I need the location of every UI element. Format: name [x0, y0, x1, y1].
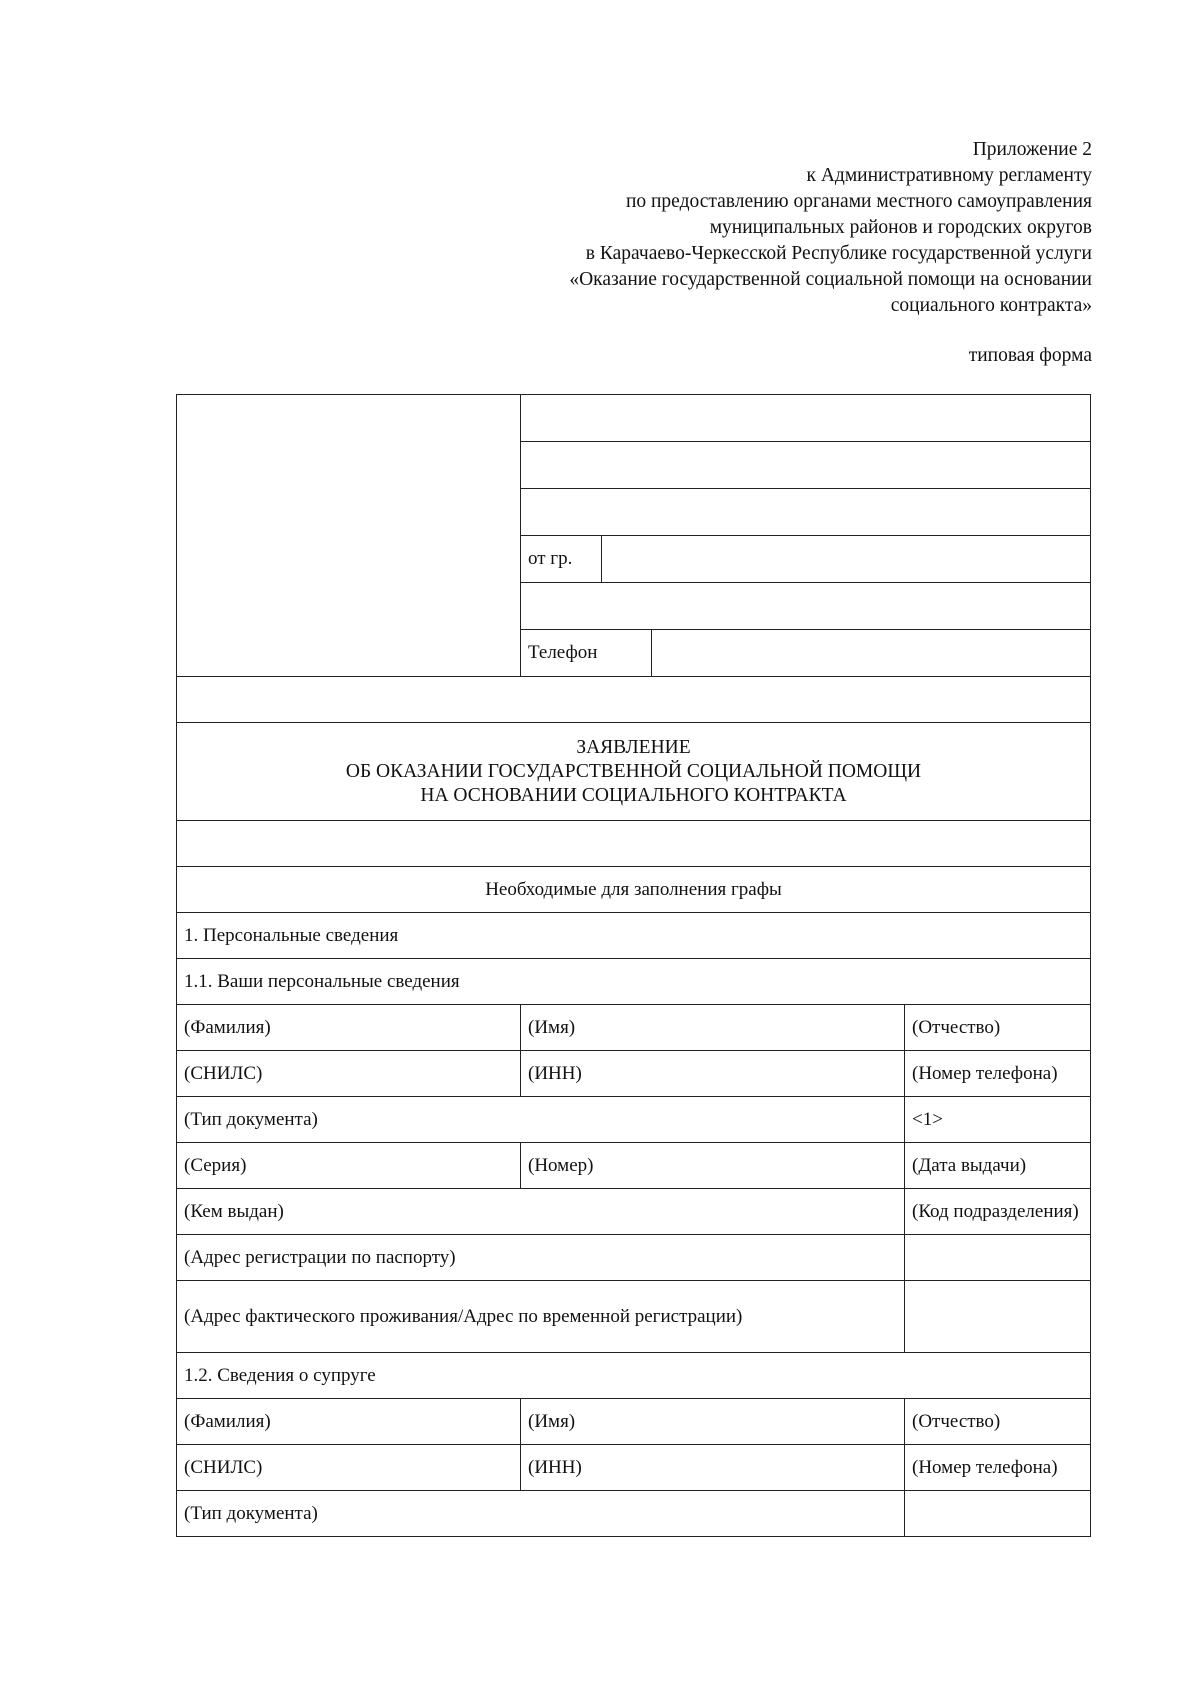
header-line: по предоставлению органами местного самоуправления: [625, 191, 1092, 212]
spouse-inn-field[interactable]: (ИНН): [521, 1445, 905, 1491]
header-line: Приложение 2: [972, 139, 1092, 160]
document-type-field[interactable]: (Тип документа): [177, 1097, 905, 1143]
header-line: в Карачаево-Черкесской Республике государственной услуги: [585, 243, 1092, 264]
document-header: [569, 137, 1092, 319]
surname-field[interactable]: (Фамилия): [177, 1005, 521, 1051]
header-line: к Административному регламенту: [806, 165, 1092, 186]
name-field[interactable]: (Имя): [521, 1005, 905, 1051]
patronymic-field[interactable]: (Отчество): [905, 1005, 1091, 1051]
spouse-document-type-field[interactable]: (Тип документа): [177, 1491, 905, 1537]
addressee-line-field[interactable]: [521, 395, 1090, 442]
spouse-phone-field[interactable]: (Номер телефона): [905, 1445, 1091, 1491]
actual-address-value[interactable]: [905, 1281, 1091, 1353]
series-field[interactable]: (Серия): [177, 1143, 521, 1189]
title-line: ЗАЯВЛЕНИЕ: [576, 736, 691, 758]
phone-label: Телефон: [521, 630, 651, 677]
spouse-name-field[interactable]: (Имя): [521, 1399, 905, 1445]
required-fields-heading: Необходимые для заполнения графы: [177, 867, 1091, 913]
header-line: «Оказание государственной социальной помощи на основании: [569, 269, 1092, 290]
application-form: [176, 394, 1091, 1537]
from-citizen-label: от гр.: [521, 536, 601, 583]
blank-row: [177, 677, 1091, 723]
title-line: ОБ ОКАЗАНИИ ГОСУДАРСТВЕННОЙ СОЦИАЛЬНОЙ ПОМОЩИ: [345, 760, 922, 782]
number-field[interactable]: (Номер): [521, 1143, 905, 1189]
document-title: [177, 723, 1091, 821]
subsection-title: 1.1. Ваши персональные сведения: [177, 959, 1091, 1005]
issue-date-field[interactable]: (Дата выдачи): [905, 1143, 1091, 1189]
addressee-line-field[interactable]: [521, 489, 1090, 536]
form-type-label: типовая форма: [968, 345, 1092, 366]
section-title: 1. Персональные сведения: [177, 913, 1091, 959]
addressee-line-field[interactable]: [521, 442, 1090, 489]
footnote-marker: <1>: [905, 1097, 1091, 1143]
from-citizen-field[interactable]: [601, 536, 1090, 583]
title-line: НА ОСНОВАНИИ СОЦИАЛЬНОГО КОНТРАКТА: [420, 784, 847, 806]
header-line: муниципальных районов и городских округов: [709, 217, 1092, 238]
spouse-surname-field[interactable]: (Фамилия): [177, 1399, 521, 1445]
division-code-field[interactable]: (Код подразделения): [905, 1189, 1091, 1235]
phone-field[interactable]: [651, 630, 1090, 677]
spouse-snils-field[interactable]: (СНИЛС): [177, 1445, 521, 1491]
registration-address-value[interactable]: [905, 1235, 1091, 1281]
registration-address-field[interactable]: (Адрес регистрации по паспорту): [177, 1235, 905, 1281]
issued-by-field[interactable]: (Кем выдан): [177, 1189, 905, 1235]
inn-field[interactable]: (ИНН): [521, 1051, 905, 1097]
addressee-block: [521, 395, 1091, 677]
phone-number-field[interactable]: (Номер телефона): [905, 1051, 1091, 1097]
recipient-blank-area: [177, 395, 521, 677]
spouse-patronymic-field[interactable]: (Отчество): [905, 1399, 1091, 1445]
addressee-line-field[interactable]: [521, 583, 1090, 630]
snils-field[interactable]: (СНИЛС): [177, 1051, 521, 1097]
actual-address-field[interactable]: (Адрес фактического проживания/Адрес по временной регистрации): [177, 1281, 905, 1353]
header-line: социального контракта»: [890, 295, 1092, 316]
blank-row: [177, 821, 1091, 867]
spouse-document-type-value[interactable]: [905, 1491, 1091, 1537]
subsection-title: 1.2. Сведения о супруге: [177, 1353, 1091, 1399]
